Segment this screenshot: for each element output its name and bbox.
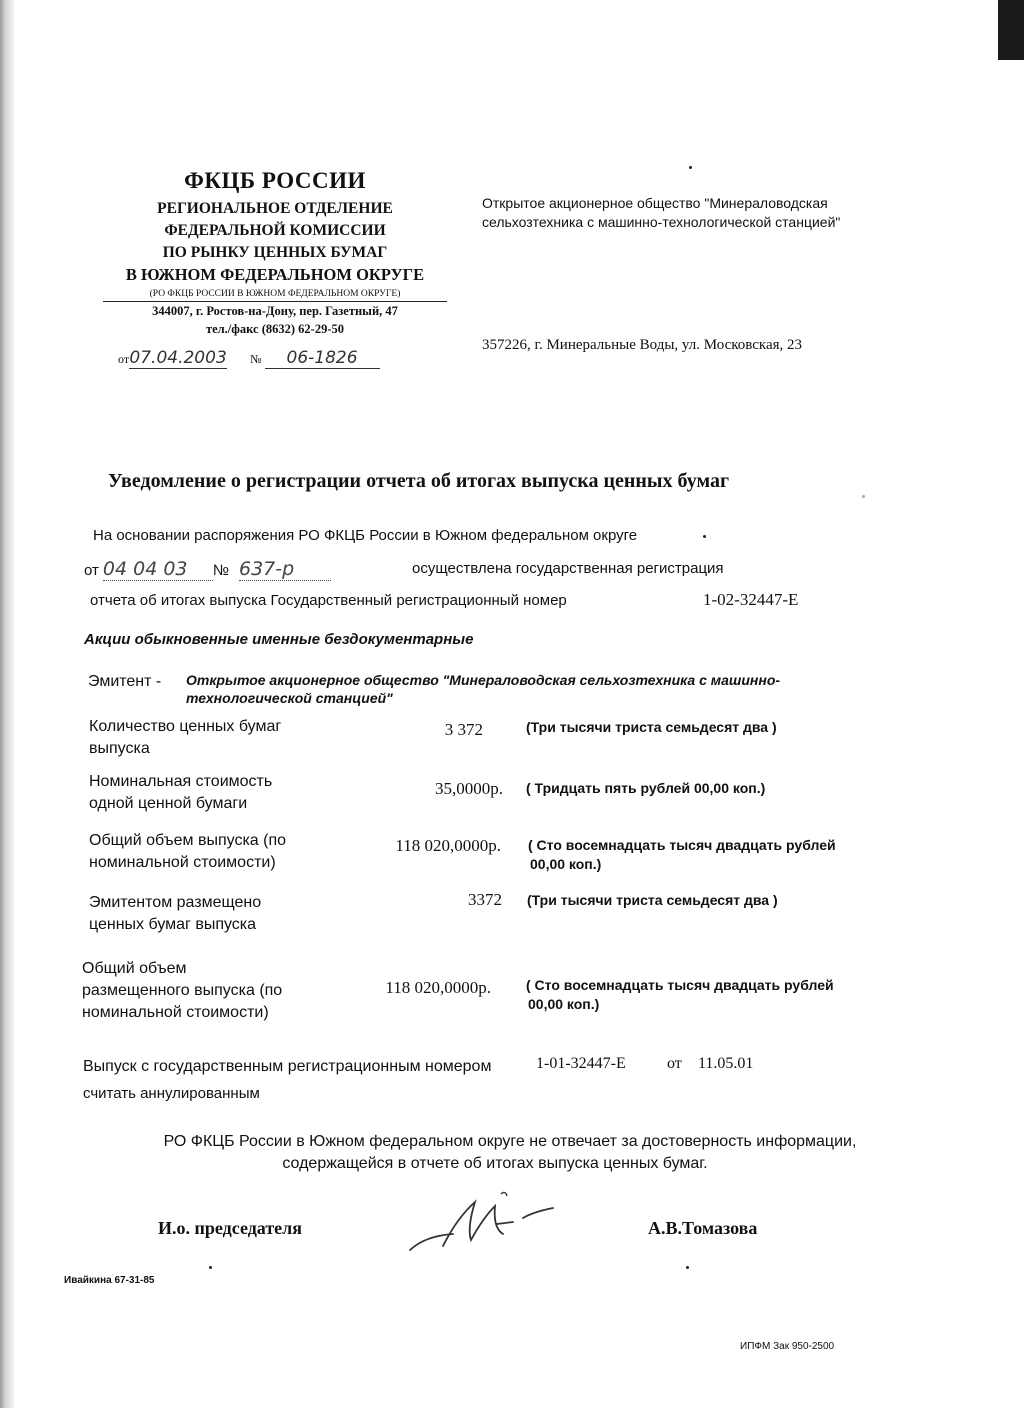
annul-date: 11.05.01 bbox=[698, 1055, 754, 1072]
row-label-line: Общий объем выпуска (по bbox=[89, 832, 287, 849]
issuer-line: В ЮЖНОМ ФЕДЕРАЛЬНОМ ОКРУГЕ bbox=[125, 265, 425, 284]
print-info: ИПФМ Зак 950-2500 bbox=[740, 1341, 835, 1352]
basis-num-label: № bbox=[212, 562, 229, 579]
row-label-line: Номинальная стоимость bbox=[89, 773, 273, 790]
issuer-title: ФКЦБ РОССИИ bbox=[184, 168, 366, 193]
outgoing-reference bbox=[118, 348, 388, 369]
emitent-name-line: Открытое акционерное общество "Минераловодская сельхозтехника с машинно- bbox=[186, 672, 781, 688]
document-title: Уведомление о регистрации отчета об итогах выпуска ценных бумаг bbox=[108, 470, 730, 492]
row-value: 35,0000р. bbox=[435, 779, 503, 798]
disclaimer bbox=[100, 1131, 920, 1175]
recipient-name: Открытое акционерное общество "Минераловодская сельхозтехника с машинно-технологической станцией" bbox=[482, 195, 841, 230]
annul-from-label: от bbox=[667, 1055, 682, 1072]
row-label-line: выпуска bbox=[89, 740, 150, 757]
issuer-line: РЕГИОНАЛЬНОЕ ОТДЕЛЕНИЕ bbox=[157, 200, 393, 217]
scan-edge-corner bbox=[998, 0, 1024, 60]
emitent-name-line: технологической станцией" bbox=[186, 690, 393, 706]
emitent-label: Эмитент - bbox=[88, 673, 162, 690]
row-label-line: номинальной стоимости) bbox=[82, 1004, 269, 1021]
basis-line1: На основании распоряжения РО ФКЦБ России в Южном федеральном округе bbox=[93, 527, 638, 544]
basis-line3: отчета об итогах выпуска Государственный регистрационный номер bbox=[90, 592, 567, 609]
speck bbox=[862, 495, 865, 498]
emitent-name bbox=[186, 671, 780, 707]
speck bbox=[703, 535, 706, 538]
row-value: 3372 bbox=[468, 890, 502, 909]
speck bbox=[686, 1266, 689, 1269]
ref-number: 06-1826 bbox=[265, 348, 380, 369]
disclaimer-line: РО ФКЦБ России в Южном федеральном округе не отвечает за достоверность информации, bbox=[163, 1133, 857, 1150]
disclaimer-line: содержащейся в отчете об итогах выпуска ценных бумаг. bbox=[282, 1155, 708, 1172]
row-words-line: 00,00 коп.) bbox=[530, 856, 602, 872]
row-label-line: Эмитентом размещено bbox=[89, 894, 262, 911]
row-value-words bbox=[528, 836, 836, 874]
row-value-words bbox=[526, 976, 834, 1014]
issuer-line: ФЕДЕРАЛЬНОЙ КОМИССИИ bbox=[164, 222, 386, 239]
row-value-words: ( Тридцать пять рублей 00,00 коп.) bbox=[526, 780, 766, 796]
speck bbox=[209, 1266, 212, 1269]
table-row-label bbox=[89, 830, 286, 874]
issuer-address: 344007, г. Ростов-на-Дону, пер. Газетный, 47 bbox=[152, 304, 398, 318]
table-row-label bbox=[89, 892, 261, 936]
basis-line2 bbox=[84, 558, 331, 581]
recipient-address: 357226, г. Минеральные Воды, ул. Московская, 23 bbox=[482, 337, 803, 353]
row-value: 118 020,0000р. bbox=[385, 978, 491, 997]
row-label-line: размещенного выпуска (по bbox=[82, 982, 283, 999]
basis-order-number: 637-р bbox=[239, 558, 331, 581]
row-label-line: ценных бумаг выпуска bbox=[89, 916, 257, 933]
issuer-line: ПО РЫНКУ ЦЕННЫХ БУМАГ bbox=[162, 244, 388, 261]
row-label-line: Общий объем bbox=[82, 960, 187, 977]
scan-edge-left bbox=[0, 0, 14, 1408]
row-value-words: (Три тысячи триста семьдесят два ) bbox=[526, 719, 777, 735]
basis-from-label: от bbox=[84, 562, 99, 579]
issuer-phone: тел./факс (8632) 62-29-50 bbox=[205, 322, 345, 336]
executor-info: Ивайкина 67-31-85 bbox=[64, 1275, 155, 1286]
annul-text: Выпуск с государственным регистрационным номером bbox=[83, 1058, 492, 1075]
row-value-words: (Три тысячи триста семьдесят два ) bbox=[527, 892, 778, 908]
row-value: 3 372 bbox=[444, 720, 483, 739]
reg-number: 1-02-32447-Е bbox=[703, 590, 799, 609]
speck bbox=[689, 166, 692, 169]
signatory-name: А.В.Томазова bbox=[648, 1218, 758, 1238]
row-label-line: Количество ценных бумаг bbox=[89, 718, 282, 735]
annul-number: 1-01-32447-Е bbox=[536, 1055, 626, 1072]
row-value: 118 020,0000р. bbox=[395, 836, 501, 855]
row-words-line: 00,00 коп.) bbox=[528, 996, 600, 1012]
table-row-label bbox=[82, 958, 282, 1024]
basis-date: 04 04 03 bbox=[103, 558, 213, 581]
ref-date: 07.04.2003 bbox=[129, 348, 227, 368]
issuer-abbr: (РО ФКЦБ РОССИИ В ЮЖНОМ ФЕДЕРАЛЬНОМ ОКРУГЕ) bbox=[103, 286, 447, 302]
signatory-role: И.о. председателя bbox=[158, 1218, 303, 1238]
row-label-line: номинальной стоимости) bbox=[89, 854, 276, 871]
security-type: Акции обыкновенные именные бездокументарные bbox=[84, 631, 474, 648]
table-row-label bbox=[89, 716, 281, 760]
ref-num-label: № bbox=[250, 352, 262, 366]
row-words-line: ( Сто восемнадцать тысяч двадцать рублей bbox=[526, 977, 834, 993]
row-label-line: одной ценной бумаги bbox=[89, 795, 248, 812]
issuer-header bbox=[95, 168, 455, 338]
row-words-line: ( Сто восемнадцать тысяч двадцать рублей bbox=[528, 837, 836, 853]
table-row-label bbox=[89, 771, 272, 815]
ref-from-label: от bbox=[118, 352, 130, 366]
basis-line2-tail: осуществлена государственная регистрация bbox=[412, 560, 724, 577]
annul-tail: считать аннулированным bbox=[83, 1085, 260, 1102]
handwritten-signature bbox=[405, 1188, 565, 1260]
